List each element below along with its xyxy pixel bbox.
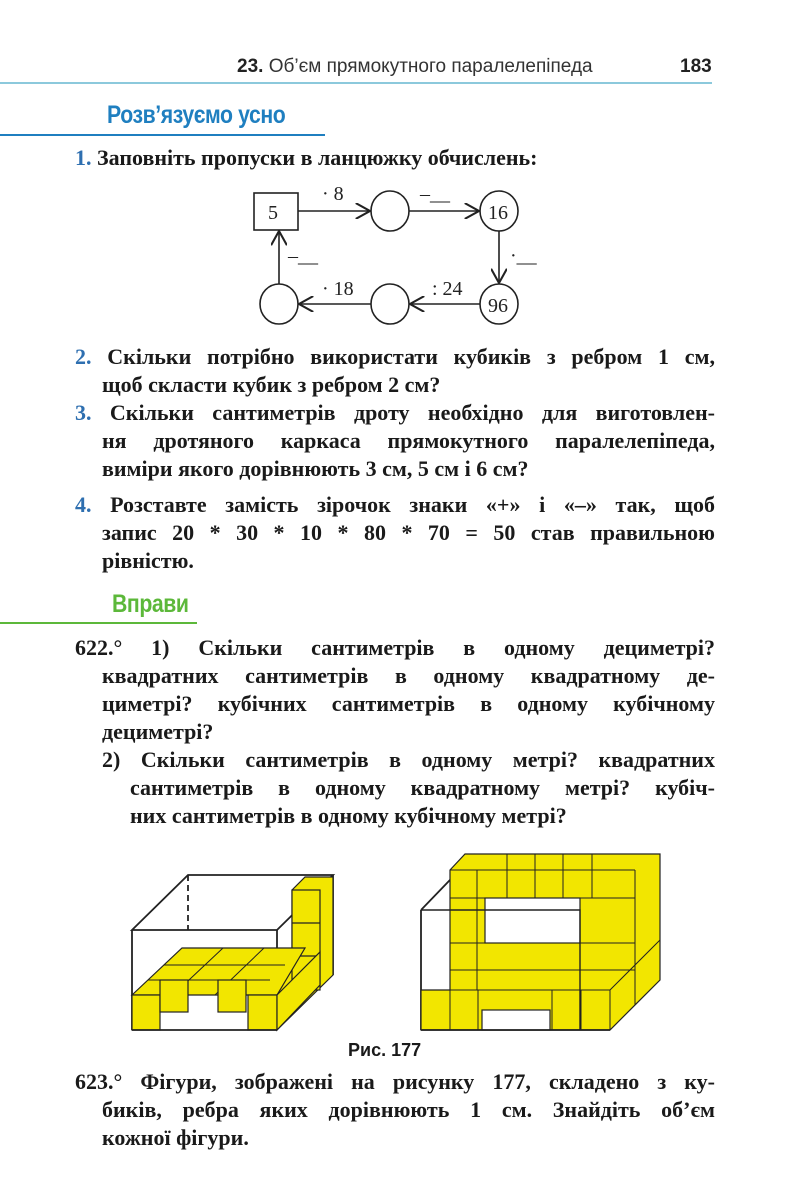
op-times-blank: ·__ bbox=[510, 245, 537, 267]
exercise-622-line-3: циметрі? кубічних сантиметрів в одному кубічному bbox=[102, 691, 715, 716]
blank-circle-3 bbox=[260, 284, 298, 324]
exercise-622-part2-line-2: сантиметрів в одному квадратному метрі? кубіч- bbox=[130, 775, 715, 800]
question-4-line-1: 4. Розставте замість зірочок знаки «+» і «–» так, щоб bbox=[75, 492, 715, 517]
exercises-heading-rule bbox=[0, 622, 197, 624]
exercise-622-line-2: квадратних сантиметрів в одному квадратному де- bbox=[102, 663, 715, 688]
question-3-line-1: 3. Скільки сантиметрів дроту необхідно для виготовлен- bbox=[75, 400, 715, 425]
question-4-line-3: рівністю. bbox=[102, 548, 194, 573]
question-2-line-1: 2. Скільки потрібно використати кубиків з ребром 1 см, bbox=[75, 344, 716, 369]
value-5: 5 bbox=[268, 202, 278, 224]
page-number: 183 bbox=[680, 56, 712, 77]
oral-heading-rule bbox=[0, 134, 325, 136]
value-16: 16 bbox=[488, 202, 508, 224]
running-header bbox=[237, 56, 593, 78]
op-div-24: : 24 bbox=[432, 278, 463, 300]
question-1: 1. Заповніть пропуски в ланцюжку обчислень: bbox=[75, 145, 538, 170]
question-4-line-2: запис 20 * 30 * 10 * 80 * 70 = 50 став правильною bbox=[102, 520, 715, 545]
left-cube-figure bbox=[132, 875, 333, 1030]
blank-circle-2 bbox=[371, 284, 409, 324]
op-times-18: · 18 bbox=[322, 278, 354, 300]
figure-177-cube-shapes bbox=[120, 840, 680, 1040]
section-number: 23. bbox=[237, 56, 264, 77]
exercise-623-line-1: 623.° Фігури, зображені на рисунку 177, складено з ку- bbox=[75, 1069, 715, 1094]
value-96: 96 bbox=[488, 295, 508, 317]
question-3-line-2: ня дротяного каркаса прямокутного паралелепіпеда, bbox=[102, 428, 715, 453]
blank-circle-1 bbox=[371, 191, 409, 231]
question-3-line-3: виміри якого дорівнюють 3 см, 5 см і 6 см? bbox=[102, 456, 529, 481]
oral-heading: Розв’язуємо усно bbox=[107, 101, 286, 129]
op-times-8: · 8 bbox=[322, 183, 344, 205]
op-minus-blank-2: –__ bbox=[288, 245, 318, 267]
section-title: Об’єм прямокутного паралелепіпеда bbox=[268, 56, 593, 77]
exercises-heading: Вправи bbox=[112, 590, 189, 618]
op-minus-blank: –__ bbox=[420, 183, 450, 205]
exercise-622-part2-line-1: 2) Скільки сантиметрів в одному метрі? квадратних bbox=[102, 747, 715, 772]
question-2-line-2: щоб скласти кубик з ребром 2 см? bbox=[102, 372, 441, 397]
figure-caption: Рис. 177 bbox=[348, 1040, 422, 1060]
right-cube-figure bbox=[421, 854, 660, 1030]
exercise-622-part2-line-3: них сантиметрів в одному кубічному метрі? bbox=[130, 803, 567, 828]
calculation-chain-diagram bbox=[240, 180, 560, 330]
exercise-623-line-3: кожної фігури. bbox=[102, 1125, 249, 1150]
exercise-622-line-1: 622.° 1) Скільки сантиметрів в одному дециметрі? bbox=[75, 635, 715, 660]
header-rule bbox=[0, 82, 712, 84]
exercise-623-line-2: биків, ребра яких дорівнюють 1 см. Знайдіть об’єм bbox=[102, 1097, 715, 1122]
exercise-622-line-4: дециметрі? bbox=[102, 719, 214, 744]
